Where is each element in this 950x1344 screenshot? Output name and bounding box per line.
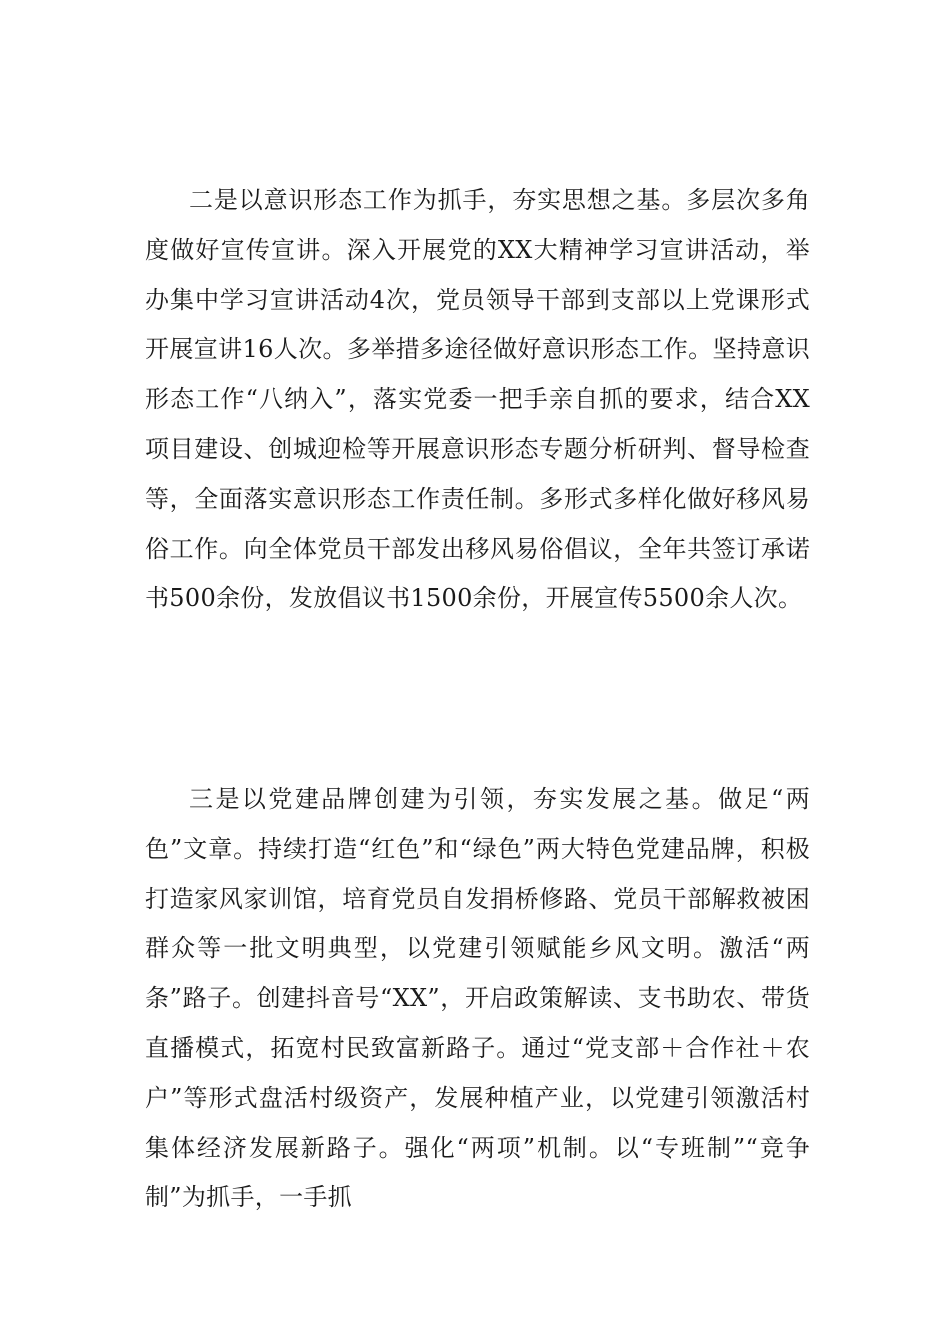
paragraph-party-brand: 三是以党建品牌创建为引领，夯实发展之基。做足“两色”文章。持续打造“红色”和“绿色”两大特色党建品牌，积极打造家风家训馆，培育党员自发捐桥修路、党员干部解救被困群众等一批文明典型，以党建引领赋能乡风文明。激活“两条”路子。创建抖音号“XX”，开启政策解读、支书助农、带货直播模式，拓宽村民致富新路子。通过“党支部＋合作社＋农户”等形式盘活村级资产，发展种植产业，以党建引领激活村集体经济发展新路子。强化“两项”机制。以“专班制”“竞争制”为抓手，一手抓 [145, 785, 810, 1212]
paragraph-ideology-work: 二是以意识形态工作为抓手，夯实思想之基。多层次多角度做好宣传宣讲。深入开展党的XX大精神学习宣讲活动，举办集中学习宣讲活动4次，党员领导干部到支部以上党课形式开展宣讲16人次。多举措多途径做好意识形态工作。坚持意识形态工作“八纳入”，落实党委一把手亲自抓的要求，结合XX项目建设、创城迎检等开展意识形态专题分析研判、督导检查等，全面落实意识形态工作责任制。多形式多样化做好移风易俗工作。向全体党员干部发出移风易俗倡议，全年共签订承诺书500余份，发放倡议书1500余份，开展宣传5500余人次。 [145, 186, 810, 613]
